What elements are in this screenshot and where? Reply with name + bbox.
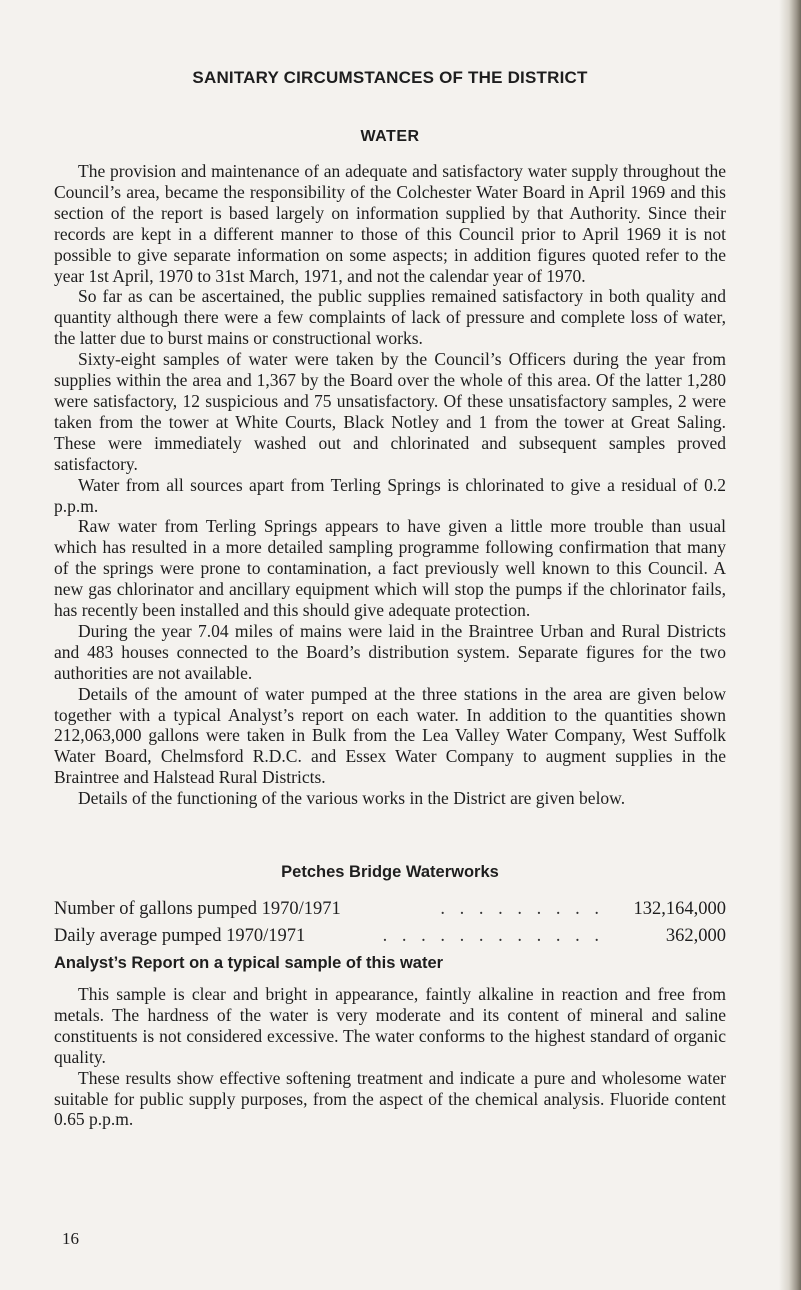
water-section-body bbox=[54, 161, 726, 809]
stat-row-gallons-pumped bbox=[54, 896, 726, 923]
section-heading-water: WATER bbox=[360, 128, 420, 145]
paragraph: Sixty-eight samples of water were taken by the Council’s Officers during the year from supplies within the area and 1,367 by the Board over the whole of this area. Of the latter 1,280 were satisfactory, 12 suspicious and 75 unsatisfactory. Of these unsatisfactory samples, 2 were taken from the tower at White Courts, Black Notley and 1 from the tower at Great Saling. These were immediately washed out and chlorinated and subsequent samples proved satisfactory. bbox=[54, 349, 726, 474]
analyst-report-body bbox=[54, 984, 726, 1130]
stat-value: 132,164,000 bbox=[633, 899, 726, 919]
pumping-stats bbox=[54, 896, 726, 950]
paragraph: Details of the amount of water pumped at the three stations in the area are given below together with a typical Analyst’s report on each water. In addition to the quantities shown 212,063,000 gallons were taken in Bulk from the Lea Valley Water Company, West Suffolk Water Board, Chelmsford R.D.C. and Essex Water Company to augment supplies in the Braintree and Halstead Rural Districts. bbox=[54, 683, 726, 788]
paragraph: So far as can be ascertained, the public supplies remained satisfactory in both quality and quantity although there were a few complaints of lack of pressure and complete loss of water, the latter due to burst mains or constructional works. bbox=[54, 286, 726, 349]
paragraph: The provision and maintenance of an adequate and satisfactory water supply throughout the Council’s area, became the responsibility of the Colchester Water Board in April 1969 and this section of the report is based largely on information supplied by that Authority. Since their records are kept in a different manner to those of this Council prior to April 1969 it is not possible to give separate information on some aspects; in addition figures quoted refer to the year 1st April, 1970 to 31st March, 1971, and not the calendar year of 1970. bbox=[54, 161, 726, 286]
stat-label: Daily average pumped 1970/1971 bbox=[54, 926, 306, 946]
paragraph: Details of the functioning of the various works in the District are given below. bbox=[78, 788, 626, 809]
page-edge-shadow bbox=[779, 0, 801, 1290]
leader-dots: . . . . . . . . . bbox=[440, 899, 604, 919]
paragraph: These results show effective softening treatment and indicate a pure and wholesome water suitable for public supply purposes, from the aspect of the chemical analysis. Fluoride content 0.65 p.p.m. bbox=[54, 1067, 726, 1130]
paragraph: Water from all sources apart from Terling Springs is chlorinated to give a residual of 0.2 p.p.m. bbox=[54, 474, 726, 516]
paragraph: This sample is clear and bright in appearance, faintly alkaline in reaction and free from metals. The hardness of the water is very moderate and its content of mineral and saline constituents is not considered excessive. The water conforms to the highest standard of organic quality. bbox=[54, 984, 726, 1067]
petches-bridge-heading: Petches Bridge Waterworks bbox=[281, 863, 499, 881]
stat-label: Number of gallons pumped 1970/1971 bbox=[54, 899, 341, 919]
leader-dots: . . . . . . . . . . . . bbox=[382, 926, 604, 946]
analyst-report-heading: Analyst’s Report on a typical sample of this water bbox=[54, 954, 444, 972]
main-heading: SANITARY CIRCUMSTANCES OF THE DISTRICT bbox=[192, 68, 588, 87]
paragraph: Raw water from Terling Springs appears to have given a little more trouble than usual which has resulted in a more detailed sampling programme following confirmation that many of the springs were prone to contamination, a fact previously well known to this Council. A new gas chlorinator and ancillary equipment which will stop the pumps if the chlorinator fails, has recently been installed and this should give adequate protection. bbox=[54, 516, 726, 621]
stat-value: 362,000 bbox=[665, 926, 726, 946]
stat-row-daily-average bbox=[54, 923, 726, 950]
page-number: 16 bbox=[62, 1229, 79, 1248]
paragraph: During the year 7.04 miles of mains were laid in the Braintree Urban and Rural Districts and 483 houses connected to the Board’s distribution system. Separate figures for the two authorities are not available. bbox=[54, 620, 726, 683]
